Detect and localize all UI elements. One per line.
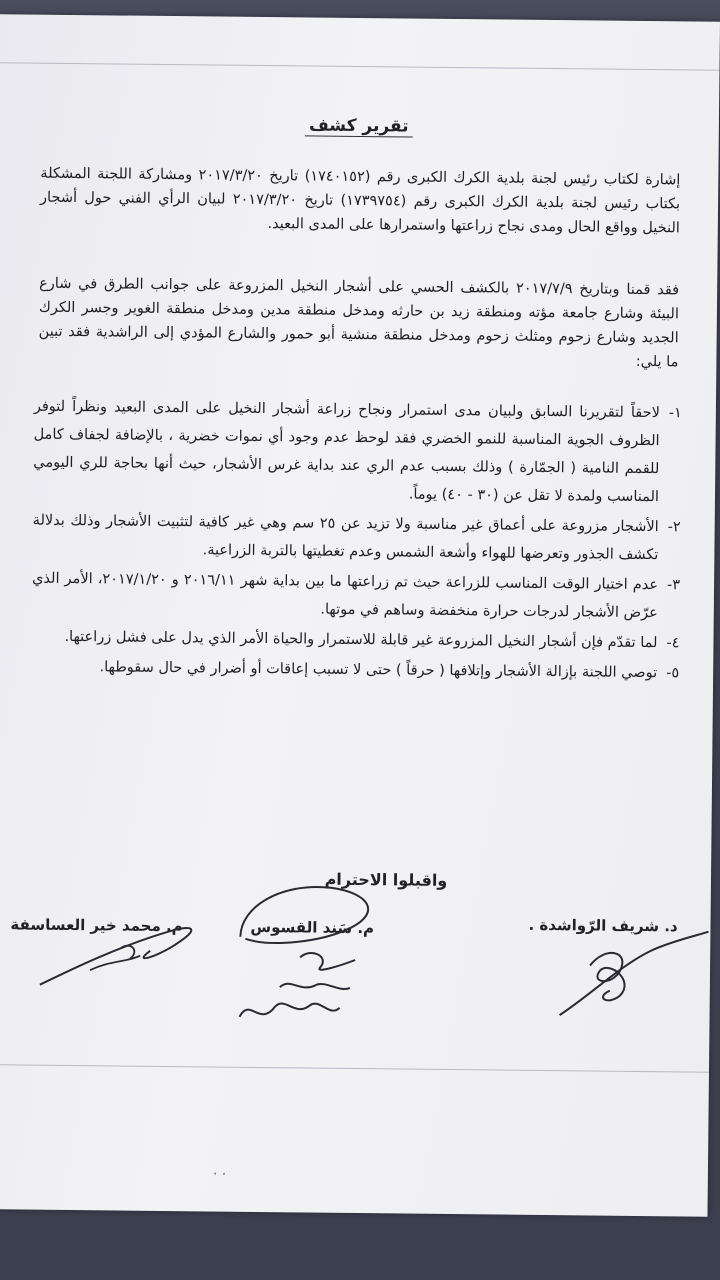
signature-asasfeh-scribble: [30, 910, 231, 1002]
finding-number: ٥-: [666, 665, 680, 682]
findings-list: [31, 393, 682, 690]
finding-item: [32, 507, 681, 570]
finding-number: ٤-: [666, 635, 680, 652]
finding-item: [33, 393, 682, 512]
finding-text: الأشجار مزروعة على أعماق غير مناسبة ولا تزيد عن ٢٥ سم وهي غير كافية لتثبيت الأشجار وذلك بدلالة تكشف الجذور وتعرضها للهواء وأشعة الشمس وعدم تغطيتها بالتربة الزراعية.: [32, 512, 659, 564]
document-title: تقرير كشف: [0, 112, 719, 140]
intro-paragraph: إشارة لكتاب رئيس لجنة بلدية الكرك الكبرى رقم (١٧٤٠١٥٢) تاريخ ٢٠١٧/٣/٢٠ ومشاركة اللجنة المشكلة بكتاب رئيس لجنة بلدية الكرك الكبرى رقم (١٧٣٩٧٥٤) تاريخ ٢٠١٧/٣/٢٠ لبيان الرأي الفني حول أشجار النخيل وواقع الحال ومدى نجاح زراعتها واستمرارها على المدى البعيد.: [40, 165, 681, 237]
finding-text: توصي اللجنة بإزالة الأشجار وإتلافها ( حرقاً ) حتى لا تسبب إعاقات أو أضرار في حال سقوطها.: [99, 659, 658, 682]
finding-item: [32, 565, 681, 628]
finding-text: لما تقدّم فإن أشجار النخيل المزروعة غير قابلة للاستمرار والحياة الأمر الذي يدل على فشل زراعتها.: [64, 628, 658, 652]
finding-number: ٢-: [667, 519, 681, 536]
signature-qusous-scribble: [219, 867, 411, 1039]
finding-number: ١-: [668, 405, 682, 422]
finding-item: [31, 623, 679, 658]
fold-line-top: [0, 62, 719, 71]
finding-item: [31, 653, 679, 688]
closing-salutation: واقبلوا الاحترام: [324, 869, 448, 890]
signatory-name-rawashdeh: د. شريف الرّواشدة .: [528, 915, 678, 936]
document-page: [0, 14, 720, 1216]
finding-text: عدم اختيار الوقت المناسب للزراعة حيث تم زراعتها ما بين بداية شهر ٢٠١٦/١١ و ٢٠١٧/١/٢٠، الأمر الذي عرّض الأشجار لدرجات حرارة منخفضة وساهم في موتها.: [32, 570, 659, 622]
survey-paragraph: فقد قمنا وبتاريخ ٢٠١٧/٧/٩ بالكشف الحسي على أشجار النخيل المزروعة على جوانب الطرق في شارع البيئة وشارع جامعة مؤته ومنطقة زيد بن حارثه ومدخل منطقة مدين ومدخل منطقة الغوير وجسر الكرك الجديد وشارع زحوم ومثلث زحوم ومدخل منطقة منشية أبو حمور والشارع المؤدي إلى الراشدية فقد تبين ما يلي:: [38, 275, 680, 371]
signature-rawashdeh-scribble: [549, 925, 710, 1027]
signatory-name-qusous: م. سَند القسوس: [250, 917, 375, 938]
finding-text: لاحقاً لتقريرنا السابق ولبيان مدى استمرار ونجاح زراعة أشجار النخيل على المدى البعيد ونظراً لتوفر الظروف الجوية المناسبة للنمو الخضري فقد لوحظ عدم وجود أي نموات خضرية ، بالإضافة لجفاف كامل للقمم النامية ( الجمّارة ) وذلك بسبب عدم الري عند بداية غرس الأشجار، حيث أنها بحاجة للري اليومي المناسب ولمدة لا تقل عن (٣٠ - ٤٠) يوماً.: [33, 398, 660, 506]
finding-number: ٣-: [666, 577, 681, 594]
fold-line-bottom: [0, 1064, 709, 1073]
signatory-name-asasfeh: م. محمد خير العساسفة: [10, 915, 183, 936]
ink-speck: · ·: [212, 1166, 227, 1183]
